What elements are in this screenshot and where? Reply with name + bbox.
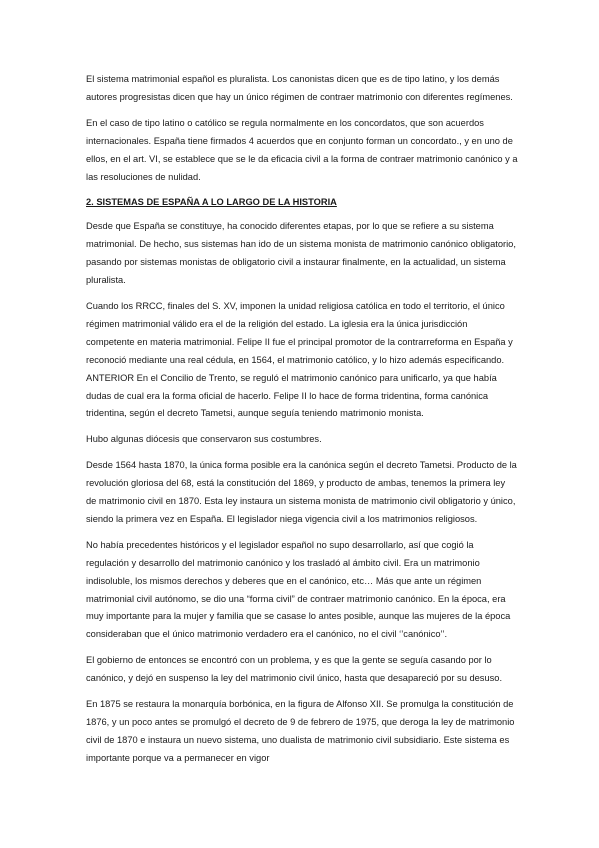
paragraph-4: Cuando los RRCC, finales del S. XV, imponen la unidad religiosa católica en todo el territorio, el único régimen matrimonial válido era el de la religión del estado. La iglesia era la única jurisdicción competente en materia matrimonial. Felipe II fue el principal promotor de la contrarreforma en España y reconoció mediante una real cédula, en 1564, el matrimonio católico, y lo hizo además especificando. ANTERIOR En el Concilio de Trento, se reguló el matrimonio canónico para unificarlo, ya que había dudas de cual era la forma oficial de hacerlo. Felipe II lo hace de forma tridentina, forma canónica tridentina, según el decreto Tametsi, aunque seguía teniendo matrimonio monista. [86,300,513,419]
paragraph-1: El sistema matrimonial español es pluralista. Los canonistas dicen que es de tipo latino, y los demás autores progresistas dicen que hay un único régimen de contraer matrimonio con diferentes regímenes. [86,74,513,102]
section-heading: 2. SISTEMAS DE ESPAÑA A LO LARGO DE LA HISTORIA [86,197,337,208]
paragraph-9: En 1875 se restaura la monarquía borbónica, en la figura de Alfonso XII. Se promulga la constitución de 1876, y un poco antes se promulgó el decreto de 9 de febrero de 1975, que deroga la ley de matrimonio civil de 1870 e instaura un nuevo sistema, uno dualista de matrimonio civil subsidiario. Este sistema es importante porque va a permanecer en vigor [86,699,515,763]
paragraph-6: Desde 1564 hasta 1870, la única forma posible era la canónica según el decreto Tametsi. Producto de la revolución gloriosa del 68, está la constitución del 1869, y producto de ambas, tenemos la primera ley de matrimonio civil en 1870. Esta ley instaura un sistema monista de matrimonio civil obligatorio y único, siendo la primera vez en España. El legislador niega vigencia civil a los matrimonios religiosos. [86,460,517,524]
paragraph-5: Hubo algunas diócesis que conservaron sus costumbres. [86,434,322,445]
paragraph-3: Desde que España se constituye, ha conocido diferentes etapas, por lo que se refiere a su sistema matrimonial. De hecho, sus sistemas han ido de un sistema monista de matrimonio canónico obligatorio, pasando por sistemas monistas de obligatorio civil a instaurar finalmente, en la actualidad, un sistema pluralista. [86,221,516,286]
paragraph-8: El gobierno de entonces se encontró con un problema, y es que la gente se seguía casando por lo canónico, y dejó en suspenso la ley del matrimonio civil único, hasta que desapareció por su desuso. [86,655,503,684]
document-body [86,71,518,776]
paragraph-7: No había precedentes históricos y el legislador español no supo desarrollarlo, así que cogió la regulación y desarrollo del matrimonio canónico y los trasladó al ámbito civil. Era un matrimonio indisoluble, los mismos derechos y deberes que en el canónico, etc… Más que ante un régimen matrimonial civil autónomo, se dio una “forma civil” de contraer matrimonio canónico. En la época, era muy importante para la mujer y familia que se casase lo antes posible, aunque las mujeres de la época consideraban que el único matrimonio verdadero era el canónico, no el civil ‘’canónico’’. [86,539,511,640]
paragraph-2: En el caso de tipo latino o católico se regula normalmente en los concordatos, que son acuerdos internacionales. España tiene firmados 4 acuerdos que en conjunto forman un concordato., y en uno de ellos, en el art. VI, se establece que se le da eficacia civil a la forma de contraer matrimonio canónico y a las resoluciones de nulidad. [86,117,518,182]
